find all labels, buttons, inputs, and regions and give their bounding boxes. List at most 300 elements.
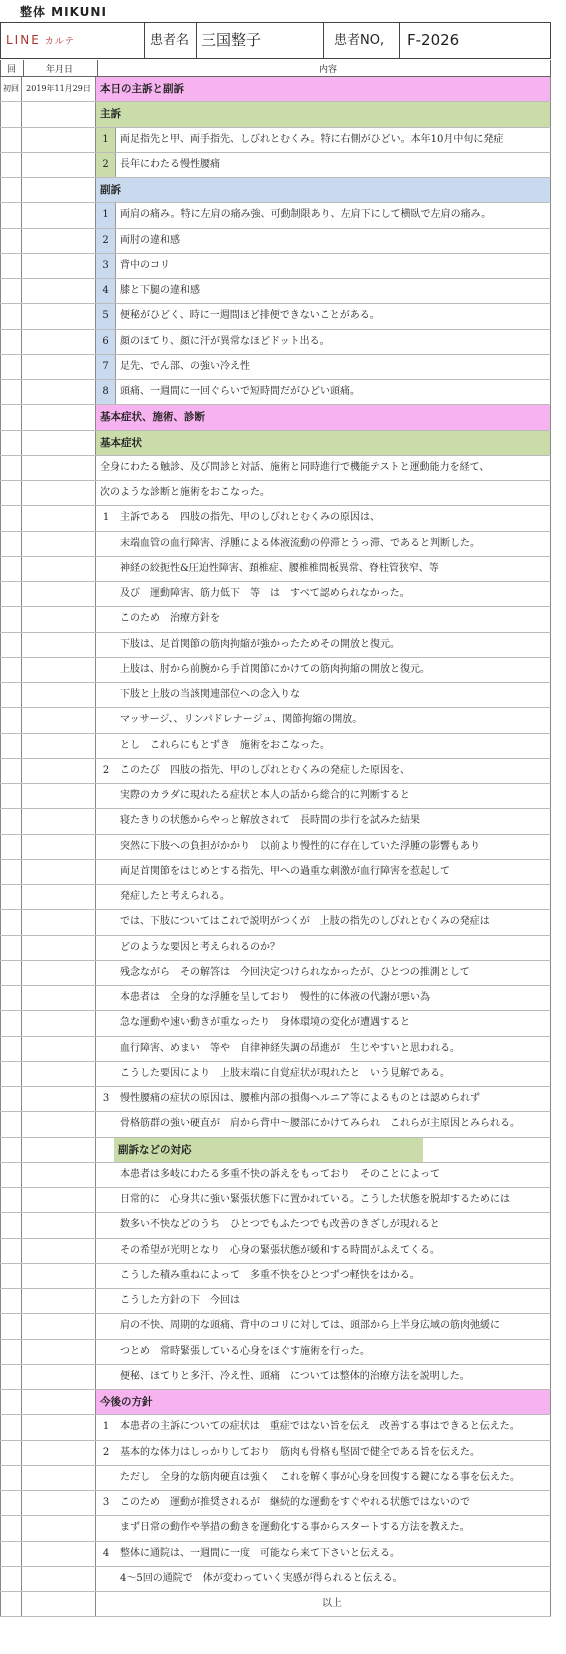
body-text: 急な運動や速い動きが重なったり 身体環境の変化が遭遇すると [120,1017,410,1029]
date-cell [22,1415,96,1439]
karte-row [0,1491,551,1516]
date-cell [22,1188,96,1212]
date-cell [22,254,96,278]
karte-row [0,734,551,759]
visit-cell [0,1011,22,1035]
visit-cell [0,178,22,202]
body-text: 下肢は、足首関節の筋肉拘縮が強かったためその開放と復元。 [120,638,400,650]
column-header [0,60,551,77]
karte-row [0,1314,551,1339]
body-text: こうした要因により 上肢末端に自覚症状が現れたと いう見解である。 [120,1067,450,1079]
item-text: 背中のコリ [120,259,170,271]
date-cell [22,279,96,303]
date-cell [22,456,96,480]
karte-row [0,1213,551,1238]
date-cell [22,1213,96,1237]
date-cell [22,1087,96,1111]
content-cell [96,254,551,278]
visit-cell [0,1466,22,1490]
top-bar [0,0,566,22]
visit-cell [0,1415,22,1439]
visit-cell [0,229,22,253]
item-number: 2 [96,153,116,177]
content-cell [96,734,551,758]
visit-cell [0,1138,22,1162]
item-number: 2 [96,229,116,253]
content-cell [96,1213,551,1237]
content-cell [96,885,551,909]
body-text: その希望が光明となり 心身の緊張状態が緩和する時間がふえてくる。 [120,1244,440,1256]
content-cell [96,1011,551,1035]
karte-row [0,607,551,632]
visit-cell [0,759,22,783]
date-cell [22,607,96,631]
visit-cell [0,708,22,732]
visit-cell [0,1289,22,1313]
item-number: 1 [102,1421,110,1433]
karte-row [0,153,551,178]
content-cell [96,557,551,581]
content-cell [96,431,551,455]
date-cell [22,885,96,909]
karte-row [0,1340,551,1365]
content-cell [96,1390,551,1414]
section-heading: 今後の方針 [100,1396,153,1408]
date-cell [22,1340,96,1364]
date-cell [22,1491,96,1515]
karte-row [0,582,551,607]
date-cell [22,1239,96,1263]
item-text: 顔のほてり、顔に汗が異常なほどドット出る。 [120,335,330,347]
visit-cell [0,1163,22,1187]
body-text: 上肢は、肘から前腕から手首関節にかけての筋肉拘縮の開放と復元。 [120,663,430,675]
body-text: 全身にわたる触診、及び問診と対話、施術と同時進行で機能テストと運動能力を経て、 [100,461,490,473]
karte-row [0,759,551,784]
visit-cell [0,1087,22,1111]
visit-cell [0,1340,22,1364]
visit-cell [0,481,22,505]
date-cell [22,1542,96,1566]
content-cell [96,860,551,884]
visit-cell [0,405,22,429]
visit-cell [0,936,22,960]
item-number: 1 [96,128,116,152]
karte-row [0,1188,551,1213]
date-cell [22,506,96,530]
body-text: 神経の絞扼性&圧迫性障害、頚椎症、腰椎椎間板異常、脊柱管狭窄、等 [120,562,439,574]
date-cell [22,1365,96,1389]
karte-row [0,708,551,733]
karte-row [0,254,551,279]
content-cell [96,77,551,101]
content-cell [96,330,551,354]
karte-row [0,1011,551,1036]
karte-row [0,279,551,304]
content-cell [96,1239,551,1263]
date-cell [22,1516,96,1540]
karte-row [0,1415,551,1440]
karte-row [0,683,551,708]
body-text: 寝たきりの状態からやっと解放されて 長時間の歩行を試みた結果 [120,815,420,827]
section-highlight [96,102,550,126]
visit-cell [0,734,22,758]
visit-cell [0,1213,22,1237]
body-text: 両足首関節をはじめとする指先、甲への過重な刺激が血行障害を惹起して [120,865,450,877]
karte-row [0,1516,551,1541]
date-cell [22,355,96,379]
content-cell [96,809,551,833]
body-text: 4～5回の通院で 体が変わっていく実感が得られると伝える。 [120,1572,403,1584]
karte-row [0,380,551,405]
content-cell [96,1289,551,1313]
karte-rows [0,77,551,1617]
visit-cell [0,658,22,682]
content-cell [96,633,551,657]
content-cell [96,1112,551,1136]
patient-header [0,22,551,59]
date-cell [22,1466,96,1490]
item-text: 本患者の主訴についての症状は 重症ではない旨を伝え 改善する事はできると伝えた。 [120,1421,520,1433]
date-cell [22,1138,96,1162]
item-number: 4 [96,279,116,303]
visit-cell [0,1264,22,1288]
section-highlight [96,431,550,455]
item-text: 両足指先と甲、両手指先、しびれとむくみ。特に右側がひどい。本年10月中旬に発症 [120,133,504,145]
content-cell [96,1415,551,1439]
karte-row [0,506,551,531]
content-cell [96,1340,551,1364]
content-cell [96,1516,551,1540]
karte-row [0,1138,551,1163]
col-visit-header: 回 [7,65,17,75]
karte-row [0,784,551,809]
content-cell [96,936,551,960]
date-cell [22,330,96,354]
karte-row [0,355,551,380]
date-cell [22,582,96,606]
date-cell [22,102,96,126]
karte-row [0,203,551,228]
section-heading: 副訴 [100,184,121,196]
body-text: では、下肢についてはこれで説明がつくが 上肢の指先のしびれとむくみの発症は [120,916,490,928]
item-text: 両肩の痛み。特に左肩の痛み強、可動制限あり、左肩下にして横臥で左肩の痛み。 [120,209,492,221]
visit-cell [0,203,22,227]
content-cell [96,405,551,429]
col-content-header: 内容 [319,65,338,75]
content-cell [96,128,551,152]
patient-no[interactable]: F-2026 [407,31,460,49]
visit-cell [0,1592,22,1616]
visit-cell [0,1542,22,1566]
visit-cell [0,153,22,177]
content-cell [96,1314,551,1338]
item-number: 7 [96,355,116,379]
visit-cell [0,683,22,707]
visit-cell [0,582,22,606]
body-text: ただし 全身的な筋肉硬直は強く これを解く事が心身を回復する鍵になる事を伝えた。 [120,1471,520,1483]
clinic-brand: 整体 MIKUNI [20,5,107,19]
date-cell [22,128,96,152]
body-text: 日常的に 心身共に強い緊張状態下に置かれている。こうした状態を脱却するためには [120,1194,510,1205]
content-cell [96,178,551,202]
body-text: 突然に下肢への負担がかかり 以前より慢性的に存在していた浮腫の影響もあり [120,840,480,852]
content-cell [96,481,551,505]
content-cell [96,1491,551,1515]
content-cell [96,355,551,379]
karte-row [0,330,551,355]
content-cell [96,153,551,177]
patient-no-label: 患者NO, [334,33,385,48]
visit-cell [0,330,22,354]
karte-row [0,1390,551,1415]
content-cell [96,304,551,328]
col-date-header: 年月日 [46,65,74,75]
content-cell [96,380,551,404]
date-cell [22,1390,96,1414]
content-cell [96,986,551,1010]
date-cell [22,1264,96,1288]
content-cell [96,102,551,126]
visit-cell [0,254,22,278]
date-cell [22,229,96,253]
karte-row [0,809,551,834]
body-text: 次のような診断と施術をおこなった。 [100,487,270,498]
visit-cell [0,456,22,480]
date-cell [22,759,96,783]
visit-cell [0,1062,22,1086]
body-text: 便秘、ほてりと多汗、冷え性、頭痛 については整体的治療方法を説明した。 [120,1370,470,1382]
section-highlight [96,1390,550,1414]
body-text: このため 治療方針を [120,613,220,625]
date-cell [22,1592,96,1616]
visit-cell [0,1037,22,1061]
item-number: 4 [102,1547,110,1559]
visit-cell [0,809,22,833]
item-number: 8 [96,380,116,404]
karte-row [0,658,551,683]
visit-cell [0,506,22,530]
date-cell [22,860,96,884]
visit-cell [0,355,22,379]
karte-row [0,405,551,430]
body-text: 血行障害、めまい 等や 自律神経失調の昂進が 生じやすいと思われる。 [120,1042,460,1054]
visit-cell: 初回 [0,77,22,101]
line-karte-label [6,23,75,58]
date-cell [22,708,96,732]
date-cell [22,1011,96,1035]
body-text: 肩の不快、周期的な頭痛、背中のコリに対しては、頭部から上半身広域の筋肉弛緩に [120,1320,500,1332]
visit-cell [0,1441,22,1465]
date-cell [22,835,96,859]
item-text: 慢性腰痛の症状の原因は、腰椎内部の損傷ヘルニア等によるものとは認められず [120,1093,480,1104]
visit-cell [0,1188,22,1212]
date-cell [22,1163,96,1187]
date-cell [22,633,96,657]
visit-cell [0,885,22,909]
karte-row [0,102,551,127]
karte-row [0,304,551,329]
date-cell [22,1062,96,1086]
karte-label-text: カルテ [44,37,75,47]
visit-cell [0,784,22,808]
content-cell [96,683,551,707]
content-cell [96,1188,551,1212]
date-cell [22,936,96,960]
item-number: 3 [102,1497,110,1508]
content-cell [96,1138,551,1162]
date-cell [22,1441,96,1465]
karte-row [0,1592,551,1617]
content-cell [96,1087,551,1111]
date-cell [22,734,96,758]
content-cell [96,1567,551,1591]
body-text: マッサージ、、リンパドレナージュ、関節拘縮の開放。 [120,714,363,726]
visit-cell [0,910,22,934]
date-cell [22,784,96,808]
date-cell [22,1567,96,1591]
karte-row [0,835,551,860]
content-cell [96,607,551,631]
item-number: 1 [102,512,110,524]
body-text: こうした積み重ねによって 多重不快をひとつずつ軽快をはかる。 [120,1269,420,1281]
content-cell [96,229,551,253]
item-text: 長年にわたる慢性腰痛 [120,158,220,170]
body-text: 骨格筋群の強い硬直が 肩から背中～腰部にかけてみられ これらが主原因とみられる。 [120,1118,520,1130]
karte-row [0,1112,551,1137]
body-text: 末端血管の血行障害、浮腫による体液流動の停滞とうっ滞、であると判断した。 [120,537,480,549]
content-cell [96,1592,551,1616]
item-text: 便秘がひどく、時に一週間ほど排便できないことがある。 [120,310,380,322]
content-cell [96,658,551,682]
item-number: 2 [102,764,110,776]
visit-cell [0,304,22,328]
date-cell [22,203,96,227]
karte-row [0,1466,551,1491]
date-cell [22,809,96,833]
body-text: まず日常の動作や挙措の動きを運動化する事からスタートする方法を教えた。 [120,1522,470,1534]
date-cell [22,1112,96,1136]
date-cell [22,405,96,429]
content-cell [96,582,551,606]
karte-row [0,481,551,506]
karte-row [0,1163,551,1188]
item-text: 主訴である 四肢の指先、甲のしびれとむくみの原因は、 [120,512,380,524]
date-cell [22,1314,96,1338]
visit-cell [0,1112,22,1136]
content-cell [96,1466,551,1490]
section-heading: 本日の主訴と副訴 [100,83,184,95]
body-text: 及び 運動障害、筋力低下 等 は すべて認められなかった。 [120,588,410,599]
karte-row [0,986,551,1011]
visit-cell [0,986,22,1010]
body-text: 残念ながら その解答は 今回決定つけられなかったが、ひとつの推測として [120,966,470,978]
karte-row [0,1542,551,1567]
date-cell: 2019年11月29日 [22,77,96,101]
visit-cell [0,1567,22,1591]
item-text: 足先、でん部、の強い冷え性 [120,360,250,372]
content-cell [96,1062,551,1086]
date-cell [22,380,96,404]
content-cell [96,784,551,808]
karte-row [0,1087,551,1112]
visit-cell [0,961,22,985]
visit-cell [0,633,22,657]
content-cell [96,506,551,530]
body-text: 発症したと考えられる。 [120,891,230,902]
date-cell [22,1037,96,1061]
item-text: 頭痛、一週間に一回ぐらいで短時間だがひどい頭痛。 [120,386,360,397]
visit-cell [0,835,22,859]
visit-cell [0,279,22,303]
date-cell [22,532,96,556]
date-cell [22,431,96,455]
content-cell [96,1542,551,1566]
visit-cell [0,1491,22,1515]
karte-row [0,633,551,658]
content-cell [96,456,551,480]
item-text: 膝と下腿の違和感 [120,285,200,296]
date-cell [22,986,96,1010]
karte-row [0,860,551,885]
body-text: 実際のカラダに現れたる症状と本人の話から総合的に判断すると [120,790,410,801]
section-heading: 主訴 [100,108,121,121]
karte-row [0,1441,551,1466]
visit-cell [0,557,22,581]
patient-name-label: 患者名 [150,33,190,48]
visit-cell [0,431,22,455]
karte-row [0,178,551,203]
visit-cell [0,1365,22,1389]
content-cell [96,961,551,985]
karte-row [0,532,551,557]
visit-cell [0,128,22,152]
date-cell [22,910,96,934]
content-cell [96,708,551,732]
karte-row [0,128,551,153]
item-number: 1 [96,203,116,227]
karte-row [0,936,551,961]
section-heading: 基本症状 [100,436,142,449]
date-cell [22,1289,96,1313]
visit-cell [0,1239,22,1263]
karte-row [0,1264,551,1289]
content-cell [96,759,551,783]
karte-row [0,229,551,254]
karte-row [0,1062,551,1087]
section-highlight [96,178,550,202]
content-cell [96,910,551,934]
visit-cell [0,1314,22,1338]
content-cell [96,279,551,303]
karte-row [0,456,551,481]
item-number: 6 [96,330,116,354]
karte-row [0,910,551,935]
date-cell [22,683,96,707]
body-text: こうした方針の下 今回は [120,1295,240,1306]
item-number: 3 [96,254,116,278]
content-cell [96,1163,551,1187]
item-text: このため 運動が推奨されるが 継続的な運動をすぐやれる状態ではないので [120,1497,470,1508]
karte-row [0,431,551,456]
visit-cell [0,860,22,884]
item-text: 整体に通院は、一週間に一度 可能なら来て下さいと伝える。 [120,1547,400,1559]
body-text: 本患者は多岐にわたる多重不快の訴えをもっており そのことによって [120,1168,440,1180]
patient-name[interactable]: 三国整子 [201,31,262,49]
content-cell [96,203,551,227]
date-cell [22,304,96,328]
karte-row [0,885,551,910]
date-cell [22,178,96,202]
